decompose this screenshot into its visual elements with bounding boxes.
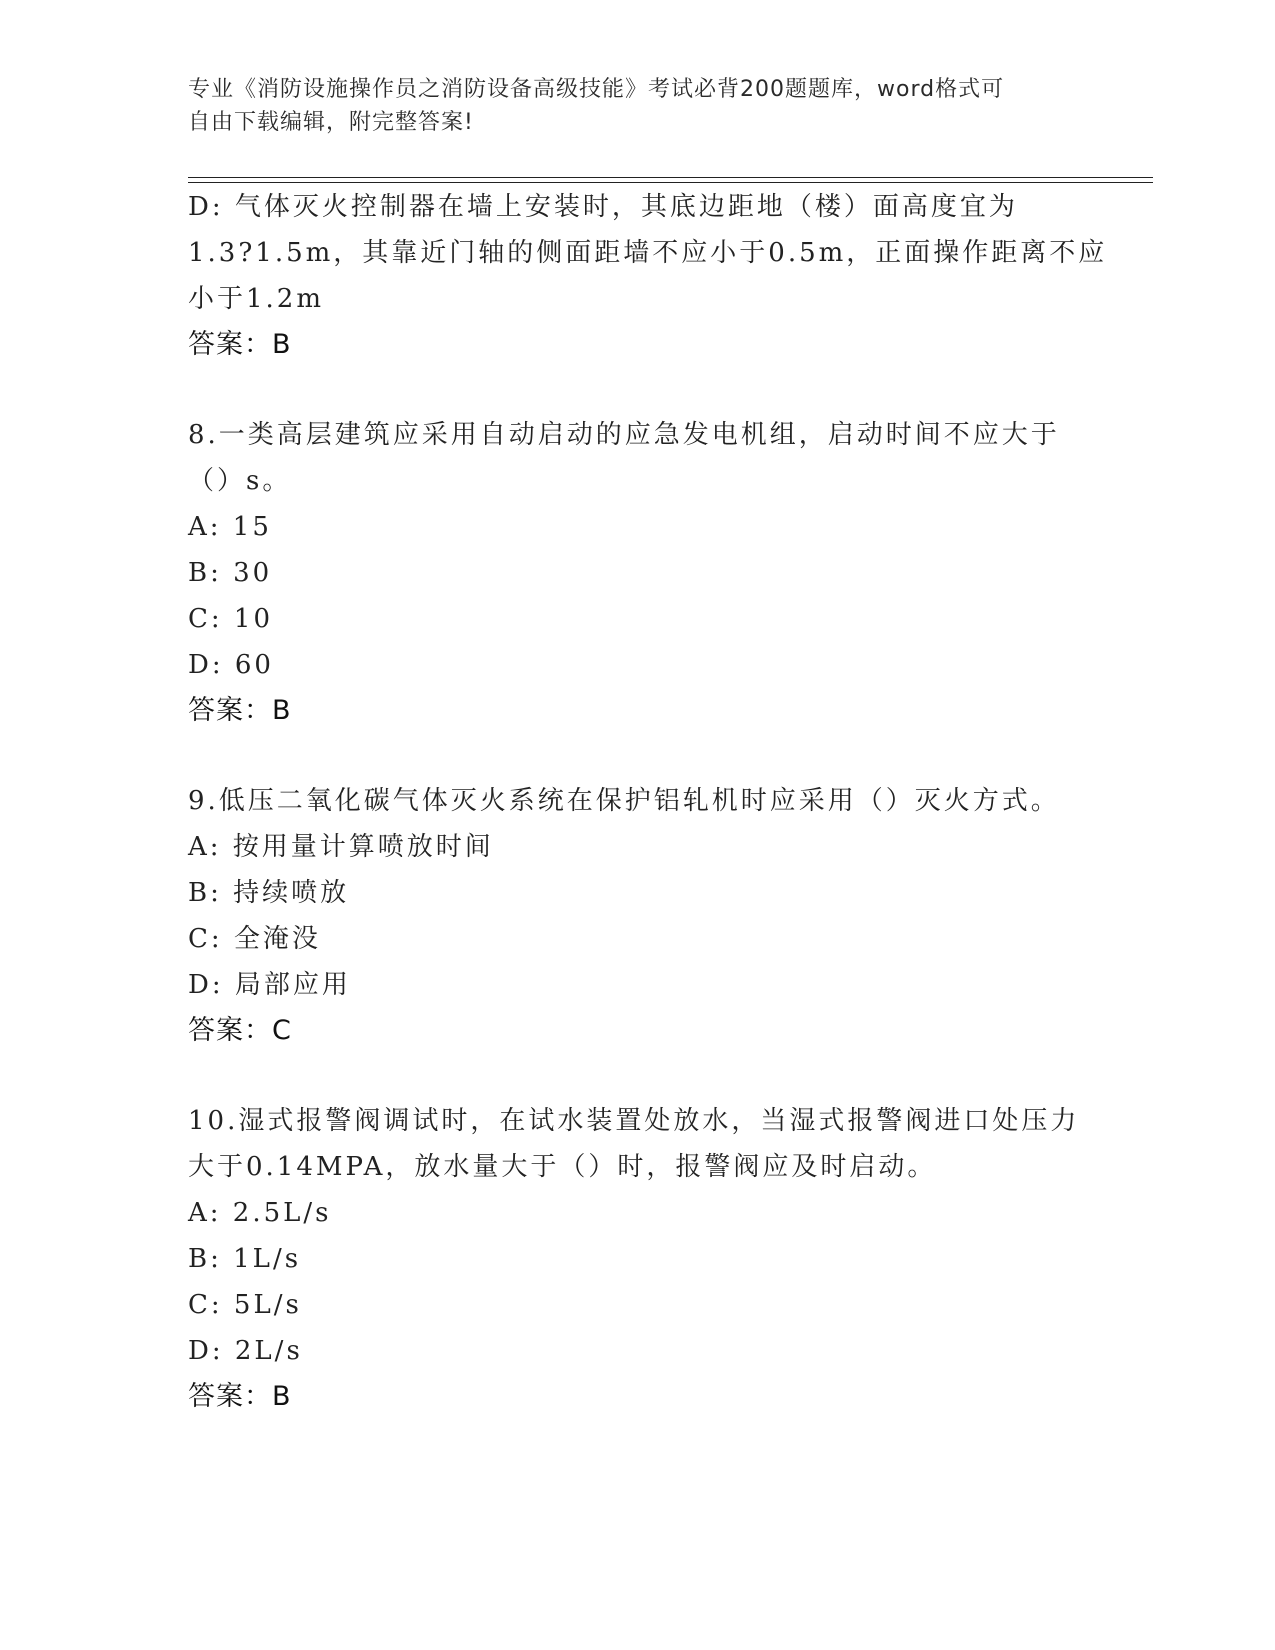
question-stem: 10.湿式报警阀调试时，在试水装置处放水，当湿式报警阀进口处压力 — [188, 1106, 1080, 1136]
header-divider-top — [188, 177, 1153, 178]
question-list — [188, 184, 1108, 1420]
document-header — [188, 73, 1068, 139]
answer-line: 答案：B — [188, 1381, 292, 1412]
answer-line: 答案：B — [188, 695, 292, 726]
question-stem: （）s。 — [188, 466, 292, 496]
question-9 — [188, 778, 1088, 1054]
option-d: D: 60 — [188, 650, 274, 680]
option-b: B: 1L/s — [188, 1244, 302, 1274]
spacer — [188, 368, 1088, 412]
option-d: D: 2L/s — [188, 1336, 303, 1366]
option-a: A: 15 — [188, 512, 272, 542]
header-divider-bottom — [188, 182, 1153, 183]
option-b: B: 30 — [188, 558, 273, 588]
question-8 — [188, 412, 1088, 734]
option-c: C: 10 — [188, 604, 274, 634]
question-stem: 大于0.14MPA，放水量大于（）时，报警阀应及时启动。 — [188, 1152, 937, 1182]
answer-line: 答案：B — [188, 329, 292, 360]
option-b: B: 持续喷放 — [188, 878, 350, 908]
option-line: D: 气体灭火控制器在墙上安装时，其底边距地（楼）面高度宜为 — [188, 192, 1018, 222]
option-c: C: 5L/s — [188, 1290, 302, 1320]
header-line-2: 自由下载编辑，附完整答案! — [188, 110, 474, 135]
continued-question — [188, 184, 1108, 368]
option-line: 小于1.2m — [188, 284, 325, 314]
spacer — [188, 1054, 1088, 1098]
question-stem: 9.低压二氧化碳气体灭火系统在保护铝轧机时应采用（）灭火方式。 — [188, 786, 1060, 816]
option-a: A: 2.5L/s — [188, 1198, 332, 1228]
spacer — [188, 734, 1088, 778]
question-10 — [188, 1098, 1088, 1420]
option-line: 1.3?1.5m，其靠近门轴的侧面距墙不应小于0.5m，正面操作距离不应 — [188, 238, 1108, 268]
option-a: A: 按用量计算喷放时间 — [188, 832, 494, 862]
option-c: C: 全淹没 — [188, 924, 321, 954]
question-stem: 8.一类高层建筑应采用自动启动的应急发电机组，启动时间不应大于 — [188, 420, 1060, 450]
option-d: D: 局部应用 — [188, 970, 351, 1000]
answer-line: 答案：C — [188, 1015, 292, 1046]
header-line-1: 专业《消防设施操作员之消防设备高级技能》考试必背200题题库，word格式可 — [188, 77, 1005, 102]
